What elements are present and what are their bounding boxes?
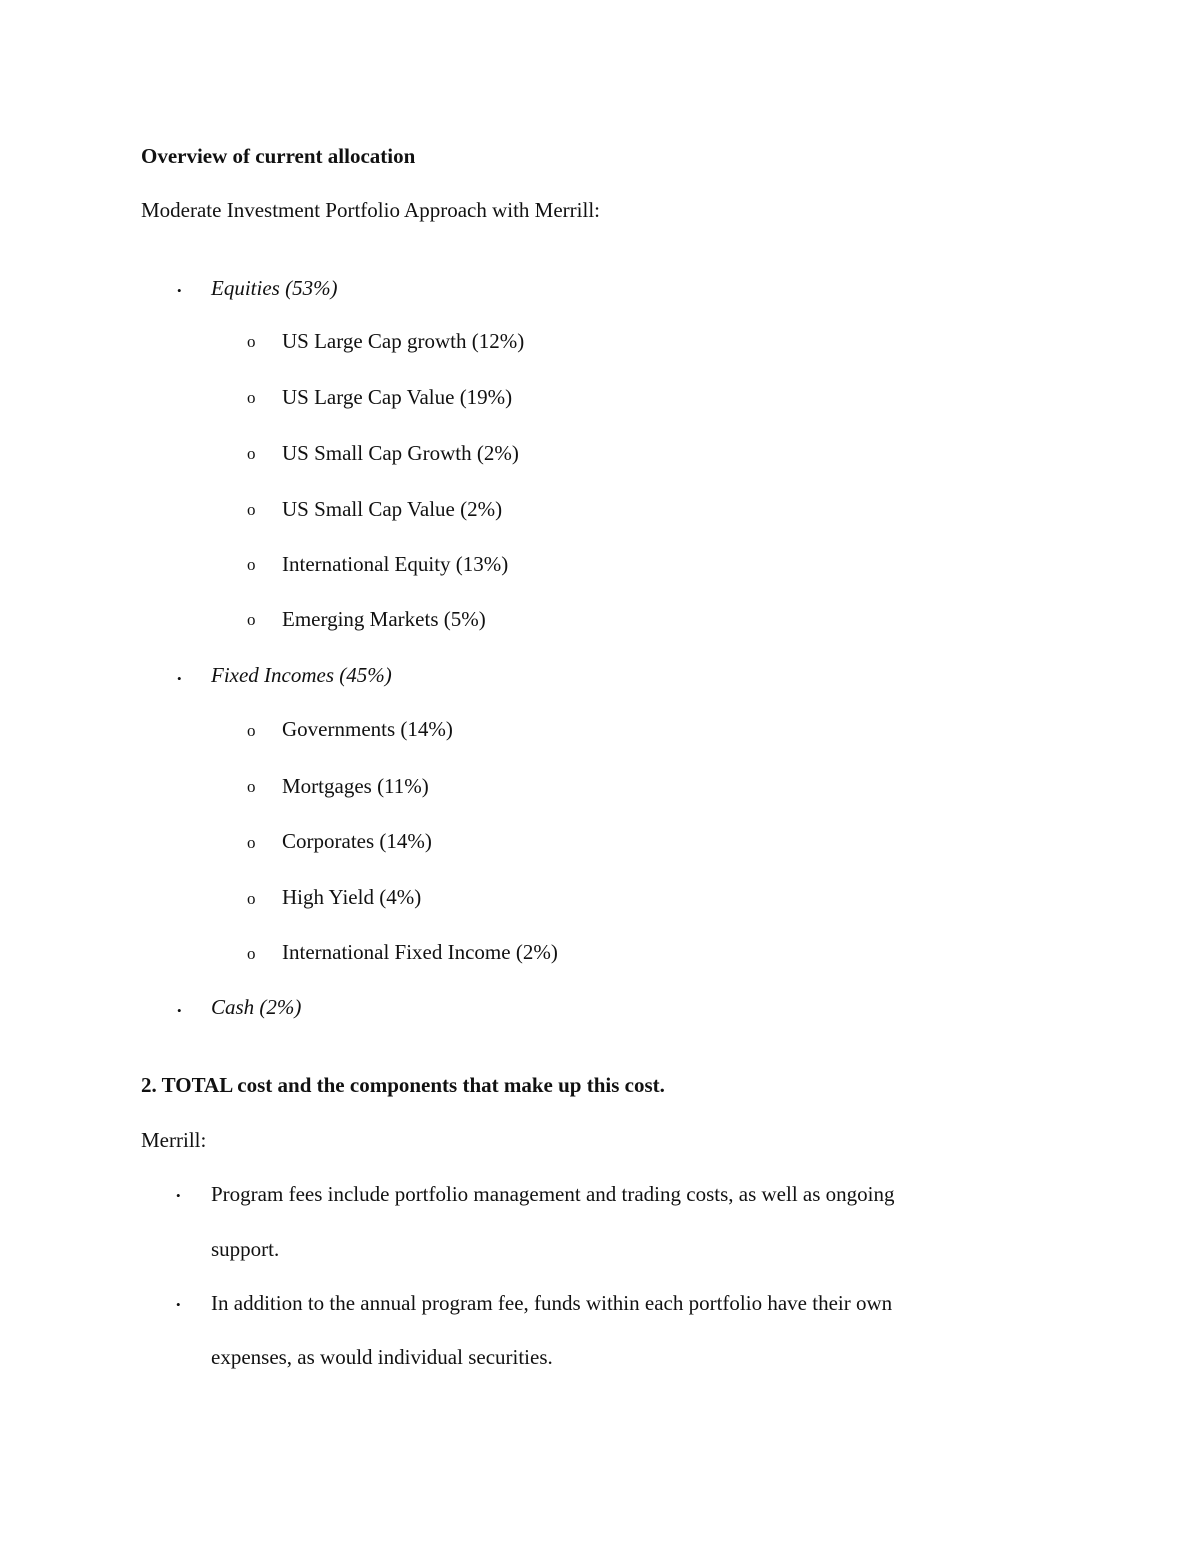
list-item: US Large Cap growth (12%): [282, 329, 525, 353]
bullet-circle-icon: o: [247, 889, 256, 908]
bullet-circle-icon: o: [247, 944, 256, 963]
paragraph-line: expenses, as would individual securities.: [211, 1345, 553, 1369]
group-label-equities: Equities (53%): [211, 276, 338, 300]
list-item: International Fixed Income (2%): [282, 940, 558, 964]
bullet-dot-icon: •: [177, 283, 182, 298]
bullet-circle-icon: o: [247, 332, 256, 351]
list-item: Governments (14%): [282, 717, 453, 741]
bullet-circle-icon: o: [247, 555, 256, 574]
bullet-circle-icon: o: [247, 500, 256, 519]
list-item: Mortgages (11%): [282, 774, 429, 798]
list-item: High Yield (4%): [282, 885, 422, 909]
section-heading-allocation: Overview of current allocation: [141, 144, 416, 168]
list-item: Corporates (14%): [282, 829, 432, 853]
bullet-circle-icon: o: [247, 610, 256, 629]
bullet-circle-icon: o: [247, 721, 256, 740]
list-item: US Small Cap Value (2%): [282, 497, 503, 521]
paragraph-line: In addition to the annual program fee, funds within each portfolio have their own: [211, 1291, 893, 1315]
paragraph-line: support.: [211, 1237, 280, 1261]
list-item: Emerging Markets (5%): [282, 607, 486, 631]
bullet-circle-icon: o: [247, 777, 256, 796]
bullet-dot-icon: •: [177, 671, 182, 686]
paragraph-line: Program fees include portfolio management and trading costs, as well as ongoing: [211, 1182, 895, 1206]
list-item: US Large Cap Value (19%): [282, 385, 513, 409]
list-item: US Small Cap Growth (2%): [282, 441, 519, 465]
group-label-fixed-incomes: Fixed Incomes (45%): [211, 663, 392, 687]
section-heading-total-cost: 2. TOTAL cost and the components that make up this cost.: [141, 1073, 665, 1097]
group-label-cash: Cash (2%): [211, 995, 302, 1019]
bullet-circle-icon: o: [247, 833, 256, 852]
bullet-dot-icon: •: [176, 1188, 181, 1203]
bullet-circle-icon: o: [247, 444, 256, 463]
bullet-circle-icon: o: [247, 388, 256, 407]
section-intro-allocation: Moderate Investment Portfolio Approach with Merrill:: [141, 198, 600, 222]
section-intro-merrill: Merrill:: [141, 1128, 207, 1152]
bullet-dot-icon: •: [177, 1003, 182, 1018]
bullet-dot-icon: •: [176, 1297, 181, 1312]
list-item: International Equity (13%): [282, 552, 509, 576]
